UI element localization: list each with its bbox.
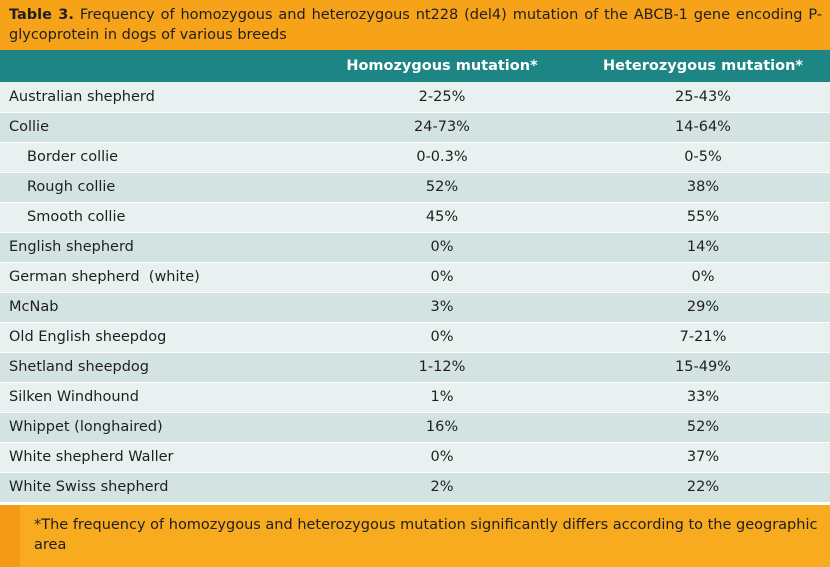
- breed-cell: Shetland sheepdog: [0, 352, 308, 382]
- header-heterozygous: Heterozygous mutation*: [576, 50, 830, 82]
- heterozygous-cell: 22%: [576, 472, 830, 502]
- footnote-accent-bar: [0, 505, 20, 567]
- heterozygous-cell: 33%: [576, 382, 830, 412]
- breed-cell: German shepherd (white): [0, 262, 308, 292]
- header-breed: [0, 50, 308, 82]
- breed-cell: Whippet (longhaired): [0, 412, 308, 442]
- header-homozygous: Homozygous mutation*: [308, 50, 576, 82]
- breed-cell: Old English sheepdog: [0, 322, 308, 352]
- homozygous-cell: 0-0.3%: [308, 142, 576, 172]
- table-row: [0, 262, 830, 292]
- table-row: [0, 442, 830, 472]
- heterozygous-cell: 0-5%: [576, 142, 830, 172]
- breed-cell: McNab: [0, 292, 308, 322]
- heterozygous-cell: 25-43%: [576, 82, 830, 112]
- breed-cell: Rough collie: [0, 172, 308, 202]
- heterozygous-cell: 37%: [576, 442, 830, 472]
- breed-cell: Smooth collie: [0, 202, 308, 232]
- table-row: [0, 112, 830, 142]
- table-row: [0, 232, 830, 262]
- heterozygous-cell: 14-64%: [576, 112, 830, 142]
- heterozygous-cell: 52%: [576, 412, 830, 442]
- breed-cell: Collie: [0, 112, 308, 142]
- homozygous-cell: 2%: [308, 472, 576, 502]
- heterozygous-cell: 14%: [576, 232, 830, 262]
- table-row: [0, 172, 830, 202]
- table-footnote: [0, 505, 830, 567]
- table-row: [0, 352, 830, 382]
- caption-text: Frequency of homozygous and heterozygous nt228 (del4) mutation of the ABCB-1 gene encoding P-glycoprotein in dogs of various breeds: [9, 7, 823, 43]
- breed-cell: Border collie: [0, 142, 308, 172]
- heterozygous-cell: 38%: [576, 172, 830, 202]
- mutation-frequency-table: [0, 50, 830, 503]
- breed-cell: Australian shepherd: [0, 82, 308, 112]
- breed-cell: English shepherd: [0, 232, 308, 262]
- table-row: [0, 142, 830, 172]
- heterozygous-cell: 7-21%: [576, 322, 830, 352]
- heterozygous-cell: 55%: [576, 202, 830, 232]
- table-row: [0, 472, 830, 502]
- homozygous-cell: 16%: [308, 412, 576, 442]
- breed-cell: White shepherd Waller: [0, 442, 308, 472]
- homozygous-cell: 2-25%: [308, 82, 576, 112]
- table-header-row: [0, 50, 830, 82]
- homozygous-cell: 24-73%: [308, 112, 576, 142]
- table-row: [0, 382, 830, 412]
- table-row: [0, 412, 830, 442]
- heterozygous-cell: 0%: [576, 262, 830, 292]
- breed-cell: White Swiss shepherd: [0, 472, 308, 502]
- table-caption: [0, 0, 830, 50]
- caption-label: Table 3.: [9, 7, 74, 23]
- table-row: [0, 82, 830, 112]
- heterozygous-cell: 15-49%: [576, 352, 830, 382]
- heterozygous-cell: 29%: [576, 292, 830, 322]
- homozygous-cell: 45%: [308, 202, 576, 232]
- homozygous-cell: 0%: [308, 442, 576, 472]
- breed-cell: Silken Windhound: [0, 382, 308, 412]
- homozygous-cell: 3%: [308, 292, 576, 322]
- homozygous-cell: 0%: [308, 322, 576, 352]
- homozygous-cell: 1-12%: [308, 352, 576, 382]
- homozygous-cell: 1%: [308, 382, 576, 412]
- table-row: [0, 202, 830, 232]
- homozygous-cell: 0%: [308, 232, 576, 262]
- homozygous-cell: 52%: [308, 172, 576, 202]
- footnote-text: *The frequency of homozygous and heterozygous mutation significantly differs according to the geographic area: [20, 505, 830, 567]
- table-row: [0, 292, 830, 322]
- table-row: [0, 322, 830, 352]
- homozygous-cell: 0%: [308, 262, 576, 292]
